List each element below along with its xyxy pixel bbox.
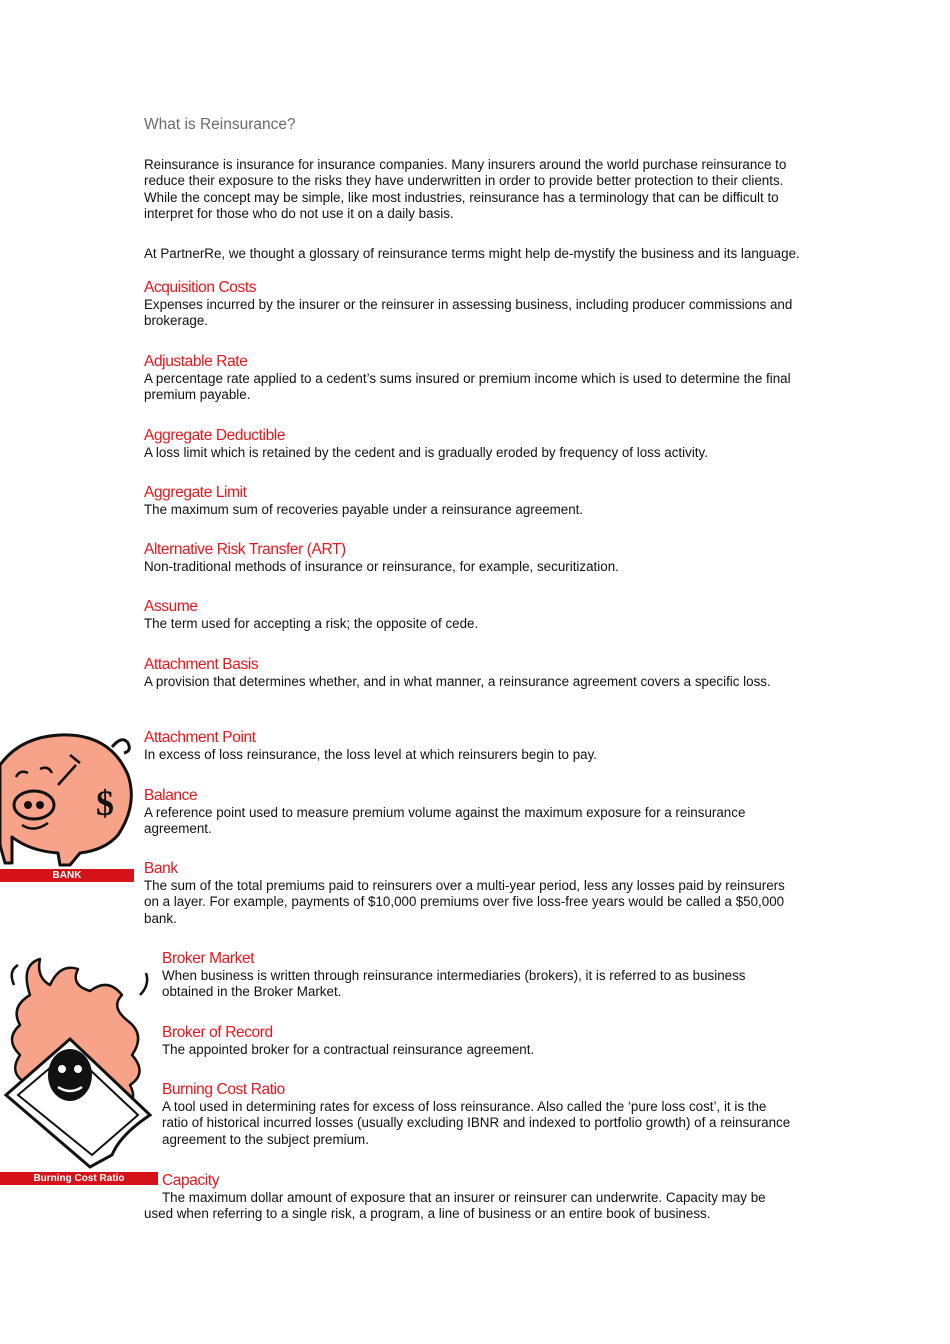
term-definition: A reference point used to measure premium volume against the maximum exposure for a reinsurance agreement. [144, 805, 746, 837]
term-definition: Non-traditional methods of insurance or reinsurance, for example, securitization. [144, 559, 619, 574]
term-definition: The sum of the total premiums paid to reinsurers over a multi-year period, less any losses paid by reinsurers on a layer. For example, payments of $10,000 premiums over five loss-free years would be called a $50,000 bank. [144, 878, 785, 926]
term-title: Alternative Risk Transfer (ART) [144, 541, 346, 558]
glossary-entry-attachment-point [144, 729, 794, 763]
intro-paragraph: Reinsurance is insurance for insurance companies. Many insurers around the world purchase reinsurance to reduce their exposure to the risks they have underwritten in order to provide better protection to their clients. While the concept may be simple, like most industries, reinsurance has a terminology that can be difficult to interpret for those who do not use it on a daily basis. [144, 157, 787, 221]
term-title: Attachment Basis [144, 656, 259, 673]
term-definition: The appointed broker for a contractual reinsurance agreement. [162, 1042, 535, 1057]
glossary-entry-broker-market [162, 950, 794, 1001]
term-definition: The maximum sum of recoveries payable under a reinsurance agreement. [144, 502, 584, 517]
piggy-bank-icon [0, 725, 140, 870]
term-title: Capacity [162, 1172, 220, 1189]
glossary-entry-alternative-risk-transfer [144, 541, 794, 575]
dollar-sign-icon: $ [96, 783, 114, 823]
glossary-entry-acquisition-costs [144, 279, 794, 330]
glossary-entry-aggregate-limit [144, 484, 794, 518]
term-title: Broker of Record [162, 1024, 273, 1041]
term-title: Acquisition Costs [144, 279, 257, 296]
burning-cost-ratio-caption: Burning Cost Ratio [0, 1172, 158, 1185]
term-title: Aggregate Deductible [144, 427, 286, 444]
term-definition: A percentage rate applied to a cedent’s sums insured or premium income which is used to determine the final premium payable. [144, 371, 791, 403]
term-title: Assume [144, 598, 198, 615]
glossary-entry-capacity [144, 1172, 794, 1223]
glossary-entry-broker-of-record [162, 1024, 794, 1058]
glossary-entry-bank [144, 860, 794, 927]
glossary-entry-attachment-basis [144, 656, 794, 690]
term-title: Balance [144, 787, 198, 804]
term-definition: The term used for accepting a risk; the opposite of cede. [144, 616, 479, 631]
glossary-entry-adjustable-rate [144, 353, 794, 404]
glossary-entry-assume [144, 598, 794, 632]
term-title: Attachment Point [144, 729, 256, 746]
glossary-entry-balance [144, 787, 794, 838]
term-definition: A provision that determines whether, and in what manner, a reinsurance agreement covers a specific loss. [144, 674, 771, 689]
glossary-entry-burning-cost-ratio [162, 1081, 794, 1148]
term-definition: A tool used in determining rates for excess of loss reinsurance. Also called the ‘pure loss cost’, it is the ratio of historical incurred losses (usually excluding IBNR and indexed to portfolio growth) of a reinsurance agreement to the subject premium. [162, 1099, 791, 1147]
bank-caption: BANK [0, 869, 134, 882]
burning-money-icon [0, 955, 160, 1170]
term-title: Aggregate Limit [144, 484, 247, 501]
term-definition: Expenses incurred by the insurer or the reinsurer in assessing business, including producer commissions and brokerage. [144, 297, 793, 329]
term-title: Burning Cost Ratio [162, 1081, 285, 1098]
page-title: What is Reinsurance? [144, 116, 296, 133]
term-definition: A loss limit which is retained by the cedent and is gradually eroded by frequency of loss activity. [144, 445, 708, 460]
glossary-entry-aggregate-deductible [144, 427, 794, 461]
term-definition: In excess of loss reinsurance, the loss level at which reinsurers begin to pay. [144, 747, 598, 762]
term-definition: When business is written through reinsurance intermediaries (brokers), it is referred to as business obtained in the Broker Market. [162, 968, 746, 1000]
term-definition: The maximum dollar amount of exposure that an insurer or reinsurer can underwrite. Capacity may be used when referring to a single risk, a program, a line of business or an entire book of business. [144, 1190, 766, 1222]
term-title: Adjustable Rate [144, 353, 248, 370]
intro-paragraph-partnerre: At PartnerRe, we thought a glossary of reinsurance terms might help de-mystify the business and its language. [144, 246, 800, 261]
term-title: Broker Market [162, 950, 255, 967]
term-title: Bank [144, 860, 178, 877]
